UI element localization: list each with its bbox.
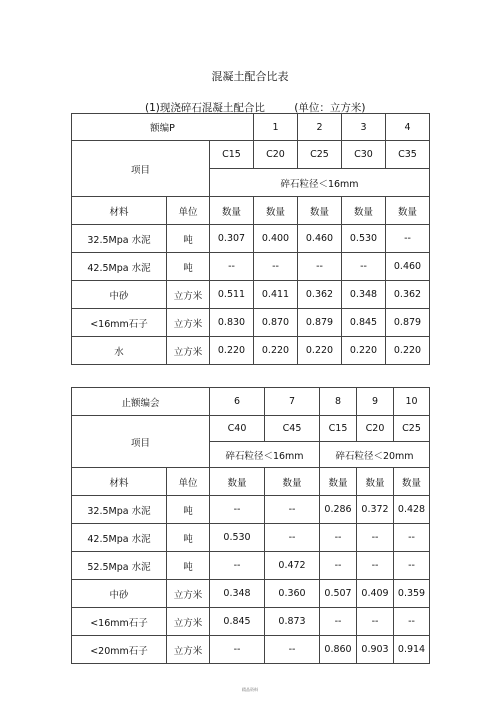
concrete-grade: C45 [265,416,320,442]
quantity-cell: 0.220 [386,337,430,365]
quantity-cell: 0.507 [320,580,357,608]
quantity-cell: -- [320,608,357,636]
quantity-cell: 0.914 [394,636,430,664]
concrete-grade: C15 [320,416,357,442]
table-row [72,636,430,664]
quantity-cell: -- [298,253,342,281]
concrete-grade: C25 [394,416,430,442]
quantity-cell: 0.873 [265,608,320,636]
quantity-cell: -- [265,496,320,524]
quota-number-label: 额编P [72,114,254,141]
quota-number: 9 [357,388,394,416]
quota-number: 6 [210,388,265,416]
column-header: 材料 [72,197,167,225]
material-name: 水 [72,337,167,365]
table-row [72,580,430,608]
material-unit: 吨 [167,524,210,552]
material-unit: 立方米 [167,281,210,309]
quantity-cell: 0.348 [342,281,386,309]
column-header: 数量 [254,197,298,225]
quota-number: 2 [298,114,342,141]
material-name: 42.5Mpa 水泥 [72,253,167,281]
quantity-cell: -- [265,636,320,664]
quantity-cell: 0.860 [320,636,357,664]
material-name: <20mm石子 [72,636,167,664]
material-name: 中砂 [72,580,167,608]
table-row [72,141,430,169]
column-header: 单位 [167,468,210,496]
concrete-grade: C20 [254,141,298,169]
quota-number: 10 [394,388,430,416]
quantity-cell: -- [210,253,254,281]
quantity-cell: 0.472 [265,552,320,580]
quantity-cell: 0.348 [210,580,265,608]
quantity-cell: 0.460 [298,225,342,253]
concrete-grade: C35 [386,141,430,169]
concrete-grade: C15 [210,141,254,169]
quantity-cell: -- [210,496,265,524]
quantity-cell: 0.411 [254,281,298,309]
item-label: 项目 [72,141,210,197]
quantity-cell: 0.879 [386,309,430,337]
column-header: 数量 [357,468,394,496]
quantity-cell: 0.530 [342,225,386,253]
table-row [72,281,430,309]
quantity-cell: -- [394,552,430,580]
material-name: 32.5Mpa 水泥 [72,496,167,524]
page-title: 混凝土配合比表 [211,70,289,83]
quantity-cell: -- [342,253,386,281]
table-row [72,524,430,552]
quota-number: 1 [254,114,298,141]
material-unit: 吨 [167,253,210,281]
quantity-cell: 0.362 [386,281,430,309]
material-unit: 立方米 [167,580,210,608]
material-name: <16mm石子 [72,309,167,337]
quantity-cell: 0.220 [342,337,386,365]
column-header: 数量 [386,197,430,225]
table-header-row [72,468,430,496]
quantity-cell: 0.286 [320,496,357,524]
column-header: 数量 [320,468,357,496]
column-header: 数量 [210,197,254,225]
item-label: 项目 [72,416,210,468]
page-footer: 精品资料 [242,687,258,692]
column-header: 材料 [72,468,167,496]
column-header: 数量 [265,468,320,496]
quantity-cell: 0.360 [265,580,320,608]
table-row [72,496,430,524]
quantity-cell: -- [357,524,394,552]
quantity-cell: -- [210,552,265,580]
material-name: 中砂 [72,281,167,309]
quantity-cell: 0.870 [254,309,298,337]
aggregate-size: 碎石粒径＜16mm [210,442,320,468]
quantity-cell: 0.879 [298,309,342,337]
quantity-cell: 0.400 [254,225,298,253]
quantity-cell: 0.220 [254,337,298,365]
quota-number: 7 [265,388,320,416]
concrete-grade: C30 [342,141,386,169]
quantity-cell: 0.830 [210,309,254,337]
quota-number: 3 [342,114,386,141]
subtitle-text: (1)现浇碎石混凝土配合比 [145,102,265,114]
quantity-cell: 0.372 [357,496,394,524]
quantity-cell: 0.409 [357,580,394,608]
table-row [72,337,430,365]
quantity-cell: 0.428 [394,496,430,524]
table-row [72,416,430,442]
column-header: 数量 [342,197,386,225]
quota-number: 8 [320,388,357,416]
material-unit: 立方米 [167,608,210,636]
table-row [72,608,430,636]
material-name: 32.5Mpa 水泥 [72,225,167,253]
quantity-cell: 0.460 [386,253,430,281]
material-unit: 立方米 [167,337,210,365]
concrete-grade: C20 [357,416,394,442]
quantity-cell: 0.511 [210,281,254,309]
table-row [72,114,430,141]
table-row [72,253,430,281]
quantity-cell: -- [210,636,265,664]
column-header: 单位 [167,197,210,225]
quantity-cell: -- [386,225,430,253]
table-header-row [72,197,430,225]
quantity-cell: 0.903 [357,636,394,664]
aggregate-size: 碎石粒径＜16mm [210,169,430,197]
quantity-cell: -- [265,524,320,552]
table-row [72,388,430,416]
table-row [72,309,430,337]
quantity-cell: -- [357,608,394,636]
material-name: 52.5Mpa 水泥 [72,552,167,580]
column-header: 数量 [298,197,342,225]
quantity-cell: 0.220 [210,337,254,365]
quantity-cell: -- [394,608,430,636]
quantity-cell: -- [254,253,298,281]
quantity-cell: 0.307 [210,225,254,253]
mix-table-2 [71,387,430,664]
concrete-grade: C25 [298,141,342,169]
quantity-cell: 0.359 [394,580,430,608]
material-name: <16mm石子 [72,608,167,636]
table-row [72,552,430,580]
quantity-cell: -- [320,524,357,552]
quantity-cell: 0.220 [298,337,342,365]
quantity-cell: -- [320,552,357,580]
quantity-cell: 0.530 [210,524,265,552]
quantity-cell: 0.845 [342,309,386,337]
aggregate-size: 碎石粒径＜20mm [320,442,430,468]
material-unit: 立方米 [167,636,210,664]
material-unit: 立方米 [167,309,210,337]
column-header: 数量 [394,468,430,496]
unit-note: (单位：立方米) [294,102,366,114]
mix-table-1 [71,113,430,365]
material-unit: 吨 [167,496,210,524]
table-row [72,225,430,253]
quantity-cell: -- [357,552,394,580]
quota-number-label: 止额编会 [72,388,210,416]
quantity-cell: 0.362 [298,281,342,309]
material-unit: 吨 [167,225,210,253]
concrete-grade: C40 [210,416,265,442]
material-unit: 吨 [167,552,210,580]
material-name: 42.5Mpa 水泥 [72,524,167,552]
quantity-cell: -- [394,524,430,552]
quota-number: 4 [386,114,430,141]
column-header: 数量 [210,468,265,496]
quantity-cell: 0.845 [210,608,265,636]
